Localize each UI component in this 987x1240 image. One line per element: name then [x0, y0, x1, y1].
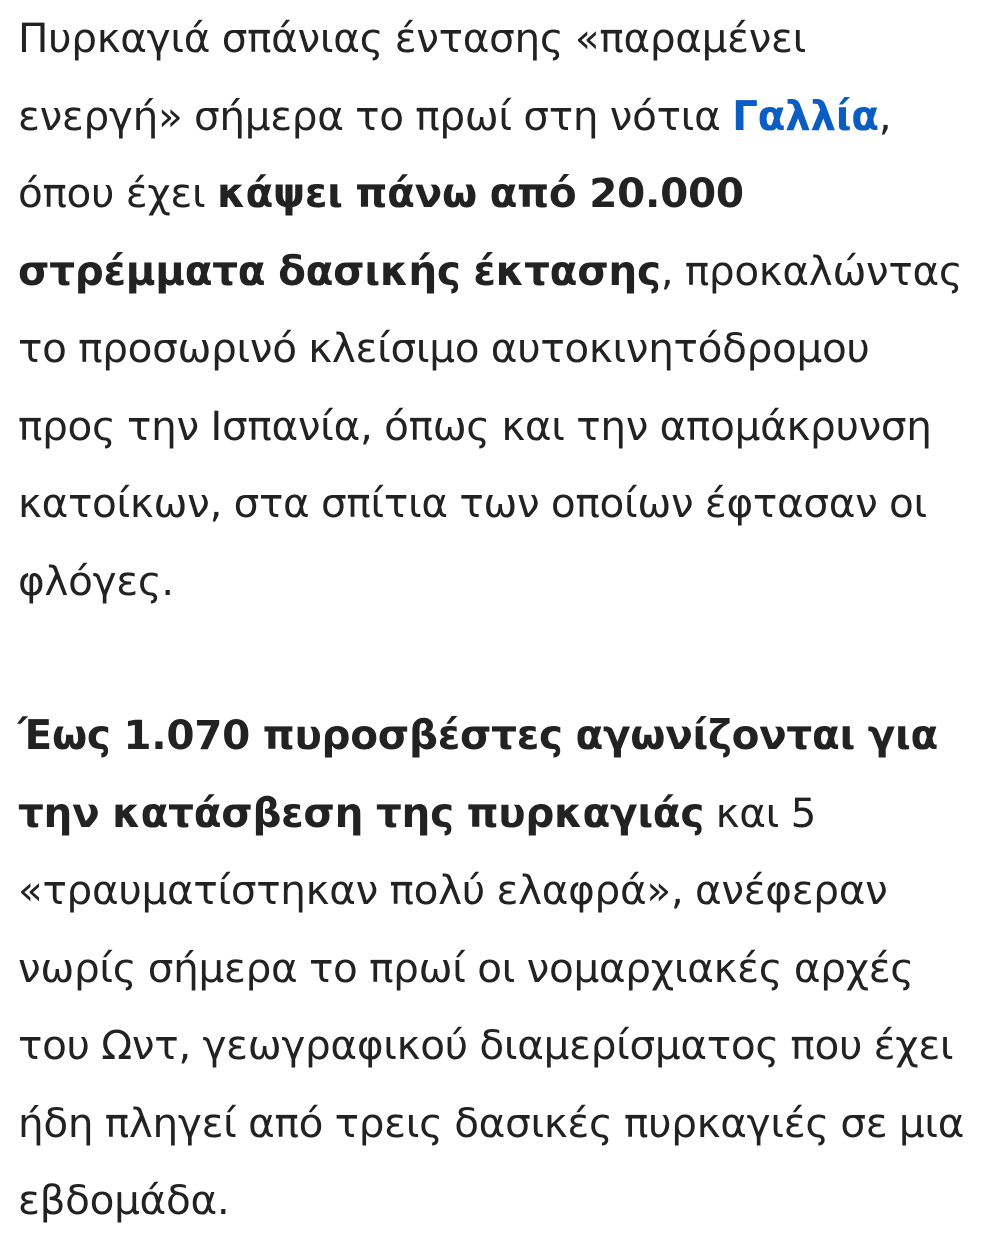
paragraph-text: , όπου έχει	[18, 91, 892, 217]
article-paragraph-2	[18, 697, 975, 1240]
article-paragraph-1	[18, 0, 975, 620]
paragraph-text: Πυρκαγιά σπάνιας έντασης «παραμένει ενεργή» σήμερα το πρωί στη νότια	[18, 14, 807, 140]
paragraph-text: και 5 «τραυματίστηκαν πολύ ελαφρά», ανέφεραν νωρίς σήμερα το πρωί οι νομαρχιακές αρχές του Ωντ, γεωγραφικού διαμερίσματος που έχει ήδη πληγεί από τρεις δασικές πυρκαγιές σε μια εβδομάδα.	[18, 788, 965, 1224]
link-france[interactable]: Γαλλία	[732, 91, 879, 140]
paragraph-text: , προκαλώντας το προσωρινό κλείσιμο αυτοκινητόδρομου προς την Ισπανία, όπως και την απομάκρυνση κατοίκων, στα σπίτια των οποίων έφτασαν οι φλόγες.	[18, 246, 963, 605]
bold-firefighters: Έως 1.070 πυροσβέστες αγωνίζονται για την κατάσβεση της πυρκαγιάς	[18, 711, 939, 837]
bold-burned-area: κάψει πάνω από 20.000 στρέμματα δασικής έκτασης	[18, 169, 744, 295]
